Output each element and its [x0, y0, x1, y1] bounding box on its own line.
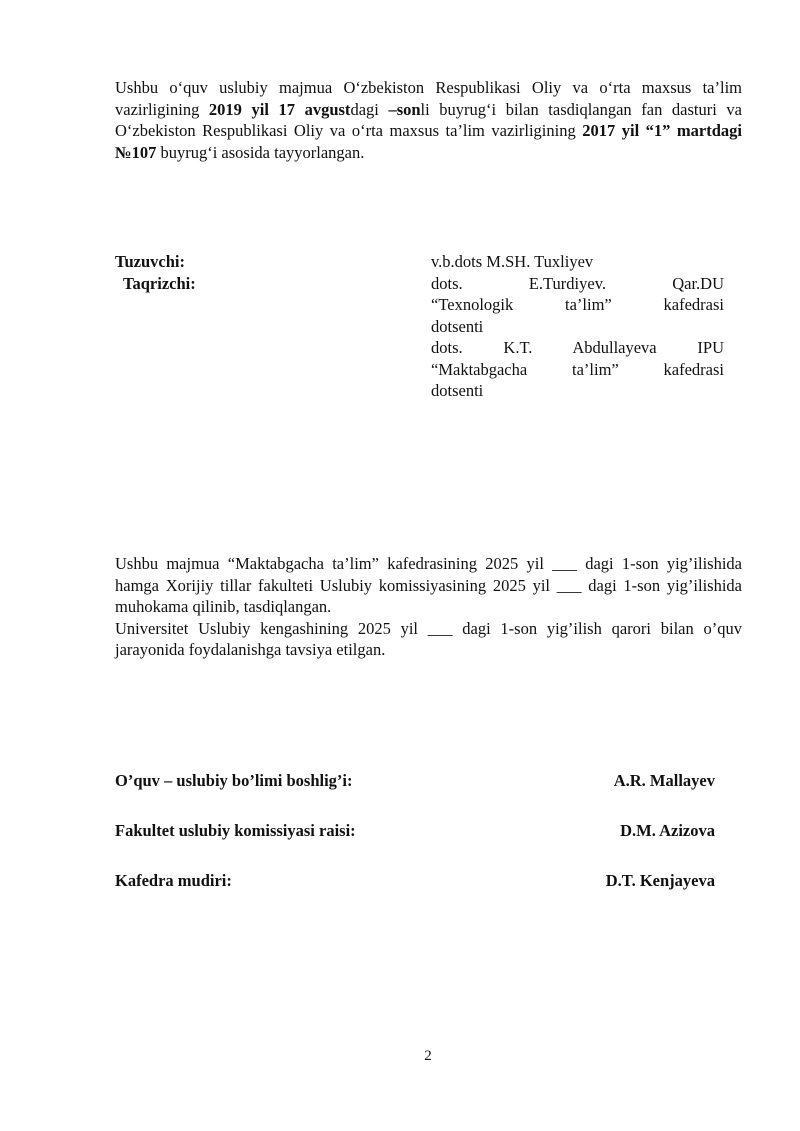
compiler-name: v.b.dots M.SH. Tuxliyev — [431, 252, 594, 271]
intro-text: dagi — [350, 99, 389, 119]
signature-role: O’quv – uslubiy bo’limi boshlig’i: — [115, 771, 353, 790]
signature-row — [115, 870, 715, 892]
intro-order-bold: 2017 yil “1” martdagi №107 — [115, 121, 742, 162]
reviewer-1-line-2: “Texnologik ta’lim” kafedrasi — [431, 295, 724, 314]
reviewer-1-line-1: dots. E.Turdiyev. Qar.DU — [431, 273, 724, 293]
intro-text: li buyrug‘i bilan tasdiqlangan fan dasturi va O‘zbekiston Respublikasi Oliy va o‘rta maxsus ta’lim vazirligining — [115, 99, 742, 140]
intro-text: Ushbu o‘quv uslubiy majmua O‘zbekiston Respublikasi Oliy va o‘rta maxsus ta’lim vazirligining — [115, 78, 742, 119]
signature-name: D.M. Azizova — [620, 821, 715, 840]
signature-row — [115, 820, 715, 842]
signature-name: A.R. Mallayev — [613, 771, 715, 790]
page-number: 2 — [424, 1048, 432, 1064]
signature-row — [115, 770, 715, 792]
approval-text-2: Universitet Uslubiy kengashining 2025 yil ___ dagi 1-son yig’ilish qarori bilan o’quv jarayonida foydalanishga tavsiya etilgan. — [115, 618, 742, 659]
intro-son-bold: –son — [388, 99, 421, 119]
signature-role: Kafedra mudiri: — [115, 871, 232, 890]
reviewer-label: Taqrizchi: — [123, 274, 196, 293]
credits-list — [431, 251, 724, 402]
reviewer-2-line-2: “Maktabgacha ta’lim” kafedrasi — [431, 359, 724, 379]
reviewer-1-line-3: dotsenti — [431, 316, 484, 336]
signature-name: D.T. Kenjayeva — [605, 871, 715, 890]
compiler-label: Tuzuvchi: — [115, 252, 185, 271]
reviewer-2-line-3: dotsenti — [431, 381, 484, 400]
signature-role: Fakultet uslubiy komissiyasi raisi: — [115, 821, 356, 840]
approval-text-1: Ushbu majmua “Maktabgacha ta’lim” kafedrasining 2025 yil ___ dagi 1-son yig’ilishida hamga Xorijiy tillar fakulteti Uslubiy komissiyasining 2025 yil ___ dagi 1-son yig’ilishida muhokama qilinib, tasdiqlangan. — [115, 554, 742, 616]
intro-date-bold: 2019 yil 17 avgust — [208, 99, 351, 119]
approval-paragraph — [115, 553, 742, 661]
intro-paragraph — [115, 77, 742, 163]
reviewer-2-line-1: dots. K.T. Abdullayeva IPU — [431, 338, 724, 357]
intro-text: buyrug‘i asosida tayyorlangan. — [156, 142, 365, 162]
